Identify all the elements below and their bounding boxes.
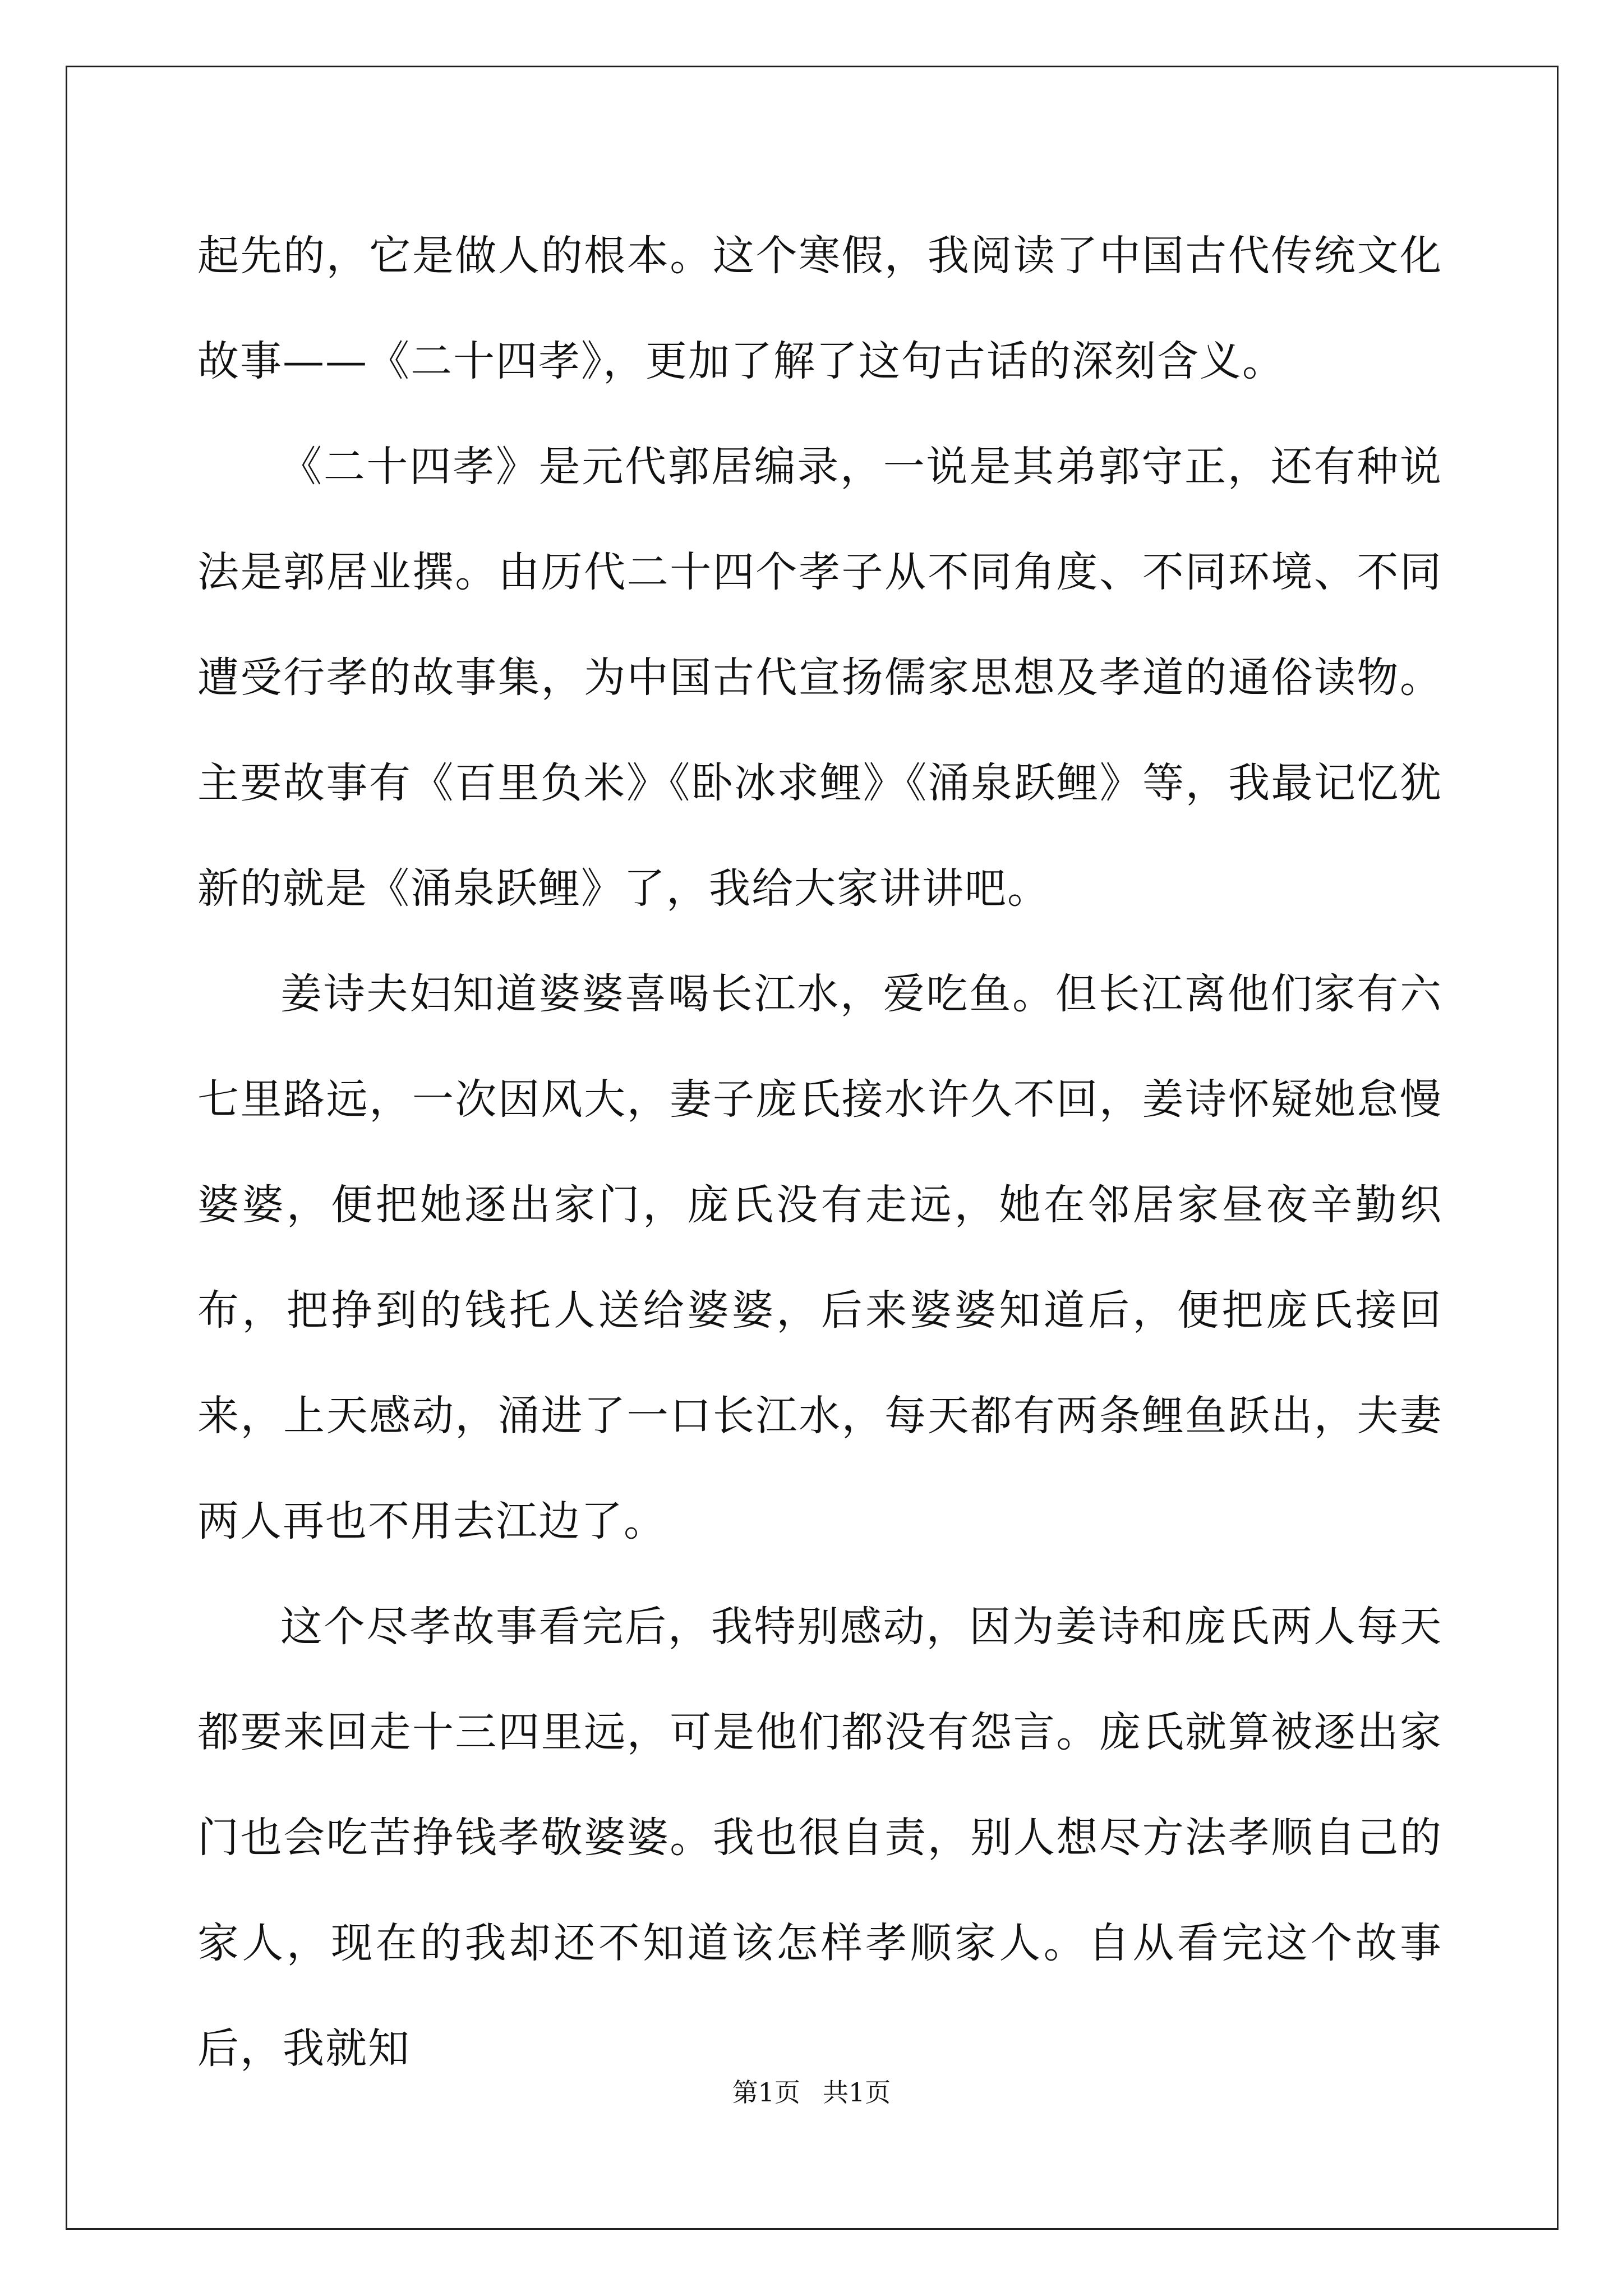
- paragraph-3: 姜诗夫妇知道婆婆喜喝长江水，爱吃鱼。但长江离他们家有六七里路远，一次因风大，妻子庞氏接水许久不回，姜诗怀疑她怠慢婆婆，便把她逐出家门，庞氏没有走远，她在邻居家昼夜辛勤织布，把挣到的钱托人送给婆婆，后来婆婆知道后，便把庞氏接回来，上天感动，涌进了一口长江水，每天都有两条鲤鱼跃出，夫妻两人再也不用去江边了。: [197, 970, 1442, 1545]
- document-body: [197, 203, 1442, 2101]
- page-total: 共1页: [823, 2077, 891, 2108]
- paragraph-4: 这个尽孝故事看完后，我特别感动，因为姜诗和庞氏两人每天都要来回走十三四里远，可是他们都没有怨言。庞氏就算被逐出家门也会吃苦挣钱孝敬婆婆。我也很自责，别人想尽方法孝顺自己的家人，现在的我却还不知道该怎样孝顺家人。自从看完这个故事后，我就知: [197, 1603, 1442, 2073]
- paragraph-1: 起先的，它是做人的根本。这个寒假，我阅读了中国古代传统文化故事——《二十四孝》，更加了解了这句古话的深刻含义。: [197, 232, 1442, 385]
- page-number: 第1页: [732, 2077, 800, 2108]
- page-footer: [0, 2076, 1623, 2109]
- paragraph-2: 《二十四孝》是元代郭居编录，一说是其弟郭守正，还有种说法是郭居业撰。由历代二十四个孝子从不同角度、不同环境、不同遭受行孝的故事集，为中国古代宣扬儒家思想及孝道的通俗读物。主要故事有《百里负米》《卧冰求鲤》《涌泉跃鲤》等，我最记忆犹新的就是《涌泉跃鲤》了，我给大家讲讲吧。: [197, 443, 1442, 913]
